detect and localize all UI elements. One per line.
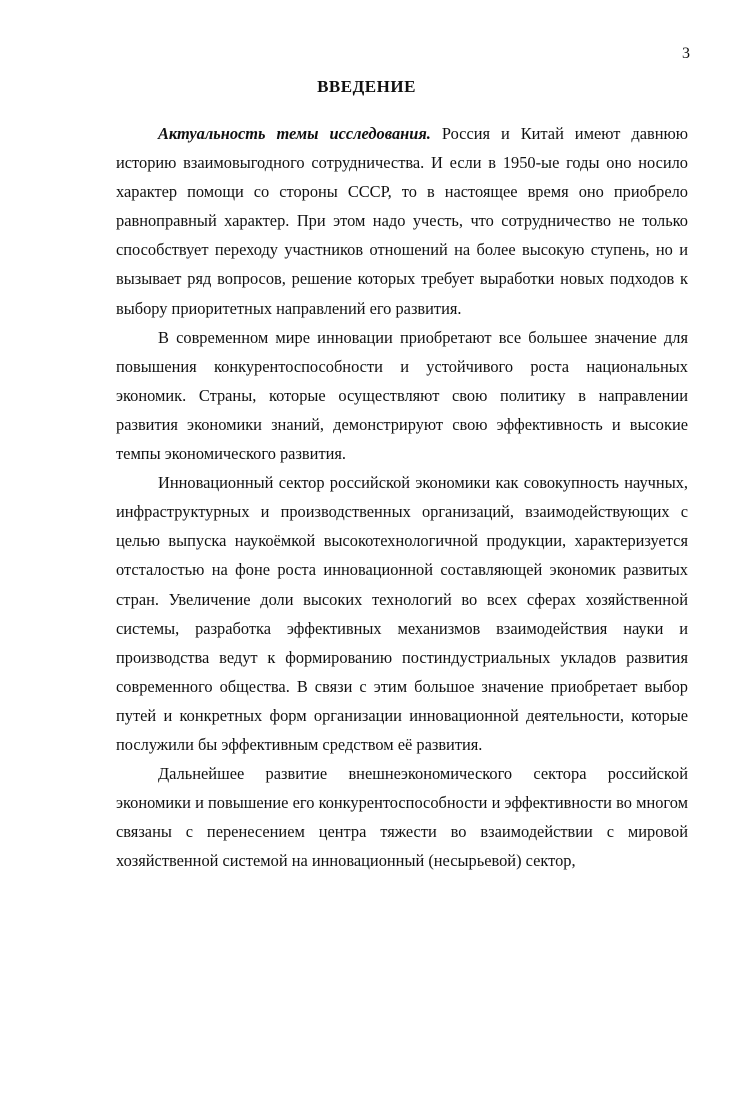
- body-text: [116, 119, 688, 875]
- section-heading: ВВЕДЕНИЕ: [317, 77, 416, 96]
- paragraph-lead: Актуальность темы исследования.: [158, 124, 431, 143]
- page-number: 3: [682, 45, 690, 62]
- paragraph-relevance: [116, 119, 688, 323]
- paragraph-innovation: В современном мире инновации приобретают все большее значение для повышения конкурентоспособности и устойчивого роста национальных экономик. Страны, которые осуществляют свою политику в направлении развития экономики знаний, демонстрируют свою эффективность и высокие темпы экономического развития.: [116, 327, 688, 464]
- paragraph-innovation-sector: Инновационный сектор российской экономики как совокупность научных, инфраструктурных и производственных организаций, взаимодействующих с целью выпуска наукоёмкой высокотехнологичной продукции, характеризуется отсталостью на фоне роста инновационной составляющей экономик развитых стран. Увеличение доли высоких технологий во всех сферах хозяйственной системы, разработка эффективных механизмов взаимодействия науки и производства ведут к формированию постиндустриальных укладов развития современного общества. В связи с этим большое значение приобретает выбор путей и конкретных форм организации инновационной деятельности, которые послужили бы эффективным средством её развития.: [116, 473, 688, 754]
- paragraph-foreign-economic: Дальнейшее развитие внешнеэкономического сектора российской экономики и повышение его конкурентоспособности и эффективности во многом связаны с перенесением центра тяжести во взаимодействии с мировой хозяйственной системой на инновационный (несырьевой) сектор,: [116, 764, 688, 871]
- paragraph-text: Россия и Китай имеют давнюю историю взаимовыгодного сотрудничества. И если в 1950-ые годы оно носило характер помощи со стороны СССР, то в настоящее время оно приобрело равноправный характер. При этом надо учесть, что сотрудничество не только способствует переходу участников отношений на более высокую ступень, но и вызывает ряд вопросов, решение которых требует выработки новых подходов к выбору приоритетных направлений его развития.: [116, 124, 688, 318]
